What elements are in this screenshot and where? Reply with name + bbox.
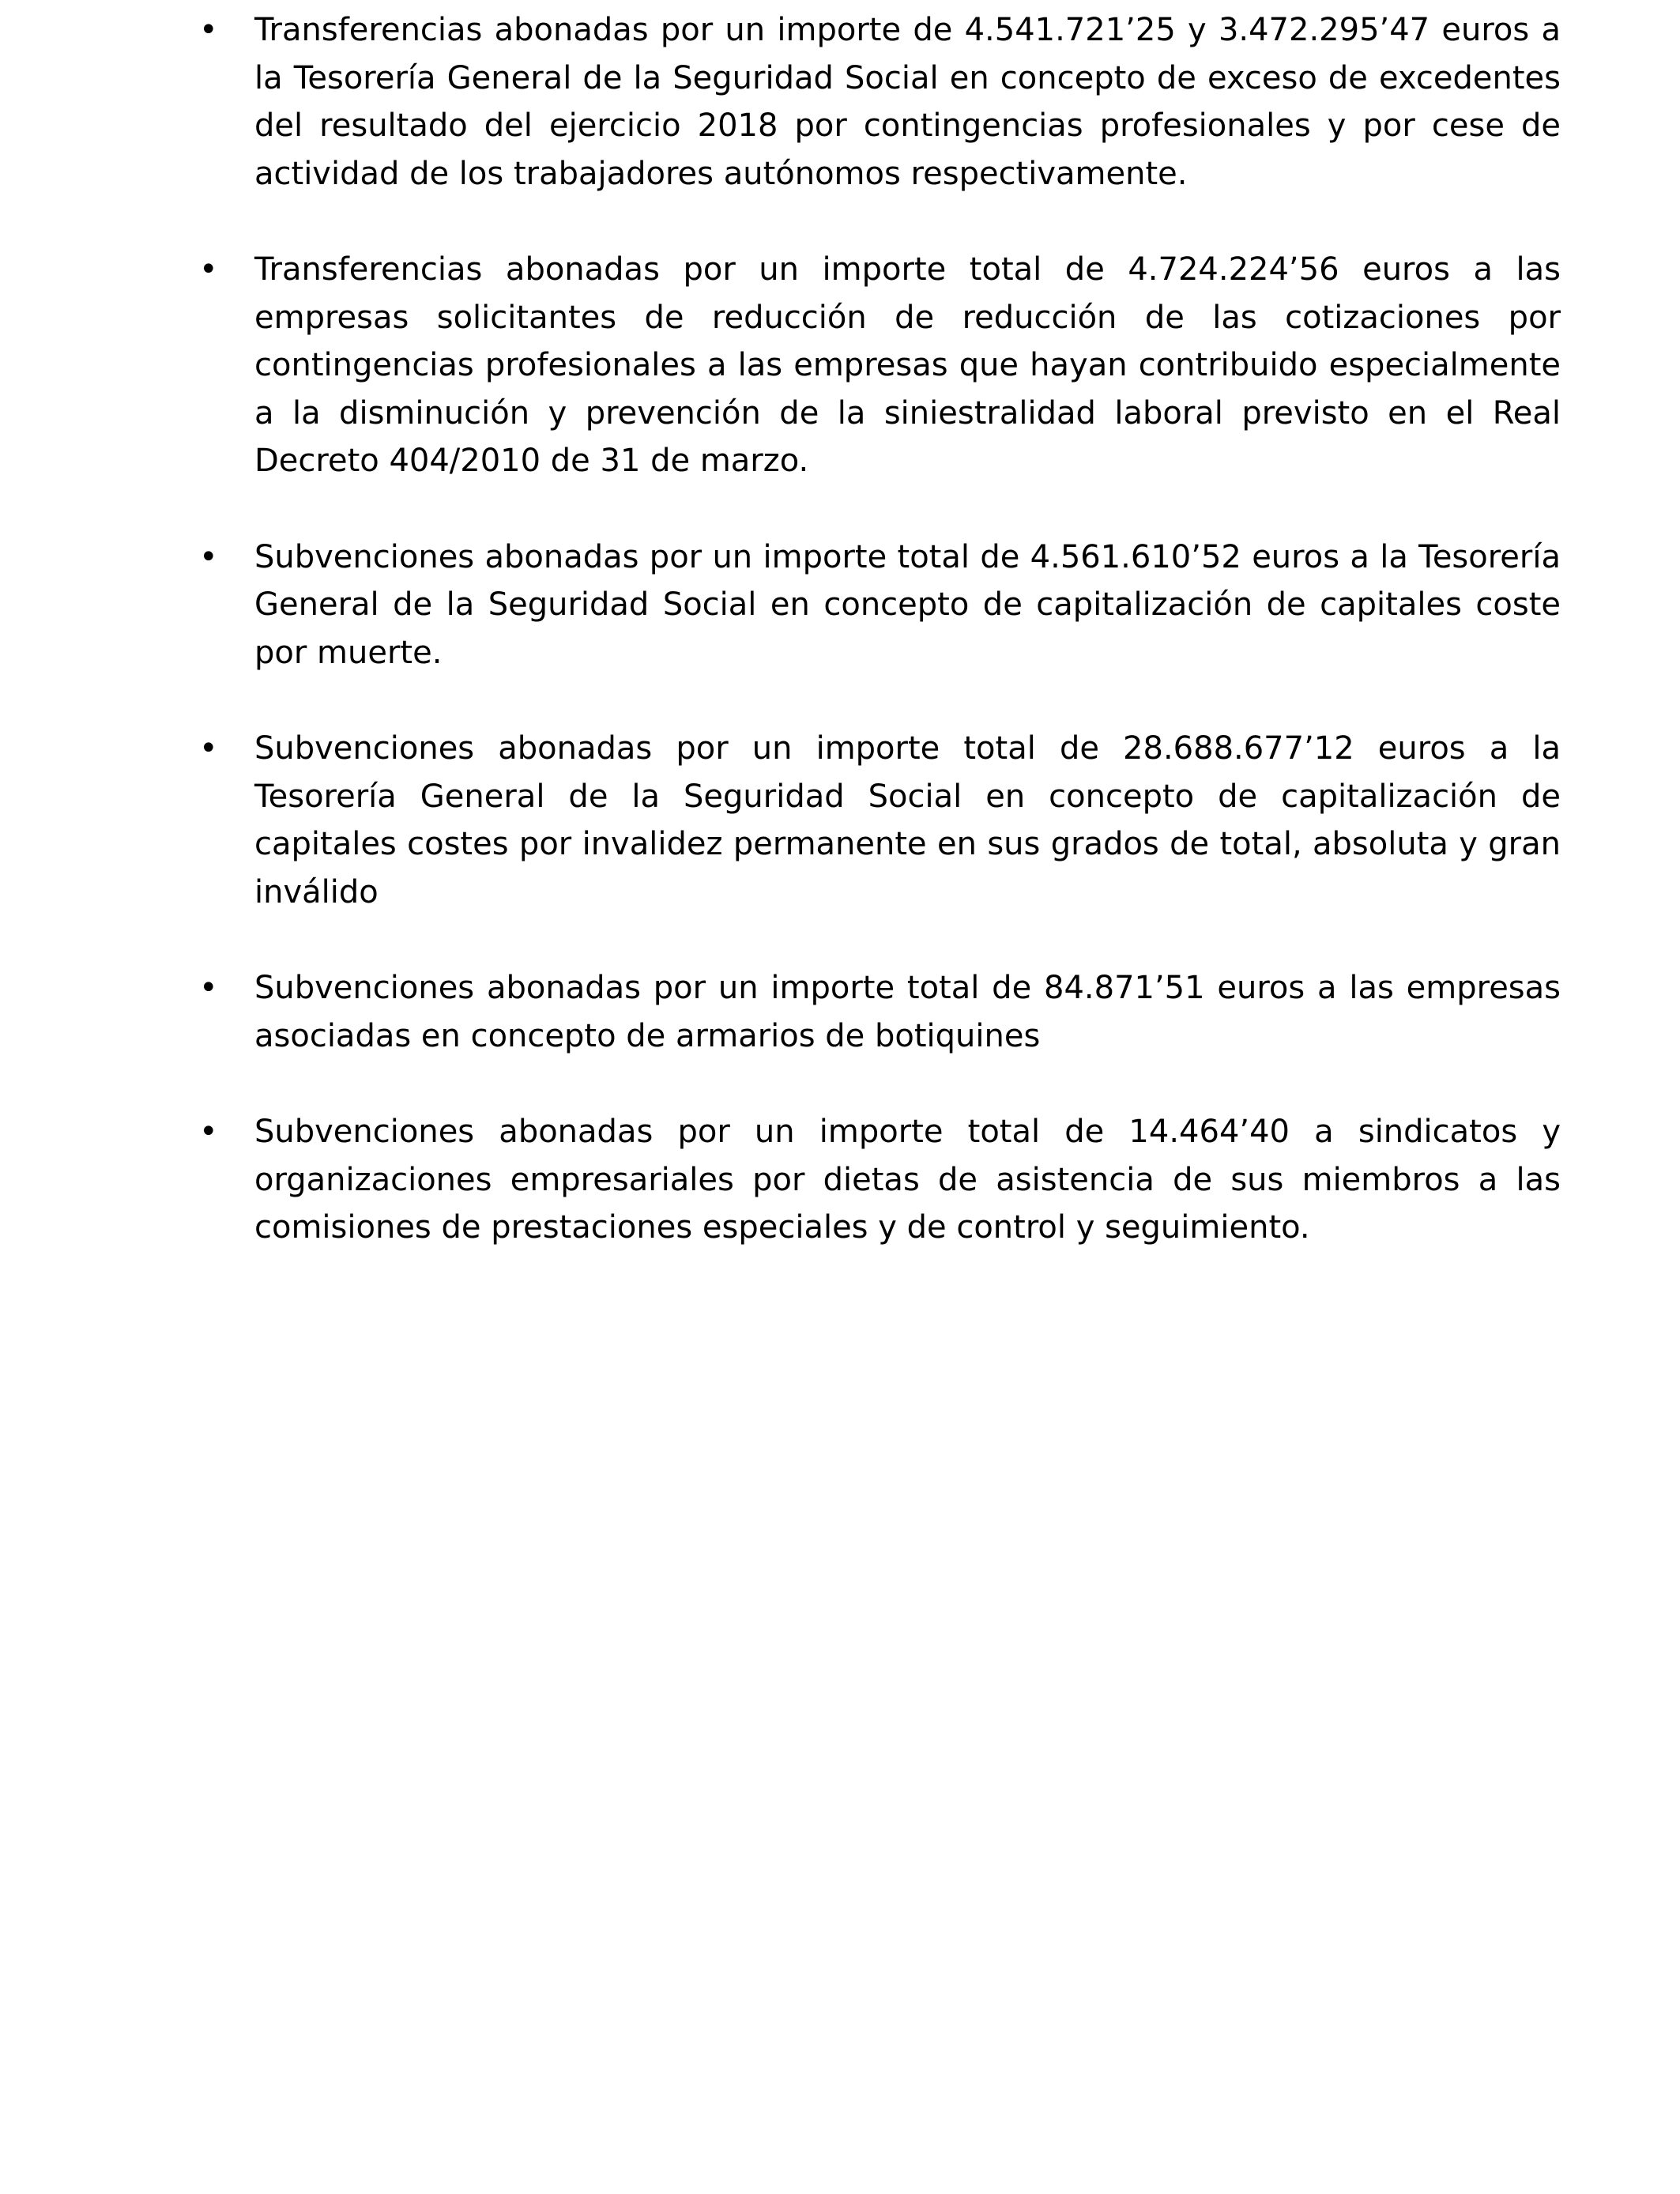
list-item: [198, 246, 1561, 485]
bullet-icon: •: [199, 12, 218, 48]
bullet-icon: •: [199, 970, 218, 1006]
bullet-icon: •: [199, 1114, 218, 1150]
bullet-icon: •: [199, 251, 218, 288]
list-item-text: Subvenciones abonadas por un importe total de 28.688.677’12 euros a la Tesorería General de la Seguridad Social en concepto de capitalización de capitales costes por invalidez permanente en sus grados de total, absoluta y gran inválido: [254, 730, 1561, 910]
list-item-text: Transferencias abonadas por un importe total de 4.724.224’56 euros a las empresas solicitantes de reducción de reducción de las cotizaciones por contingencias profesionales a las empresas que hayan contribuido especialmente a la disminución y prevención de la siniestralidad laboral previsto en el Real Decreto 404/2010 de 31 de marzo.: [254, 251, 1561, 479]
bullet-icon: •: [199, 730, 218, 767]
list-item: [198, 1108, 1561, 1252]
list-item: [198, 964, 1561, 1060]
list-item-text: Subvenciones abonadas por un importe total de 84.871’51 euros a las empresas asociadas en concepto de armarios de botiquines: [254, 970, 1561, 1054]
list-item: [198, 6, 1561, 198]
list-item-text: Subvenciones abonadas por un importe total de 4.561.610’52 euros a la Tesorería General de la Seguridad Social en concepto de capitalización de capitales coste por muerte.: [254, 538, 1561, 671]
bullet-list: [198, 6, 1561, 1300]
list-item: [198, 533, 1561, 677]
bullet-icon: •: [199, 538, 218, 575]
list-item-text: Subvenciones abonadas por un importe total de 14.464’40 a sindicatos y organizaciones empresariales por dietas de asistencia de sus miembros a las comisiones de prestaciones especiales y de control y seguimiento.: [254, 1114, 1561, 1246]
list-item-text: Transferencias abonadas por un importe de 4.541.721’25 y 3.472.295’47 euros a la Tesorería General de la Seguridad Social en concepto de exceso de excedentes del resultado del ejercicio 2018 por contingencias profesionales y por cese de actividad de los trabajadores autónomos respectivamente.: [254, 12, 1561, 192]
list-item: [198, 725, 1561, 916]
